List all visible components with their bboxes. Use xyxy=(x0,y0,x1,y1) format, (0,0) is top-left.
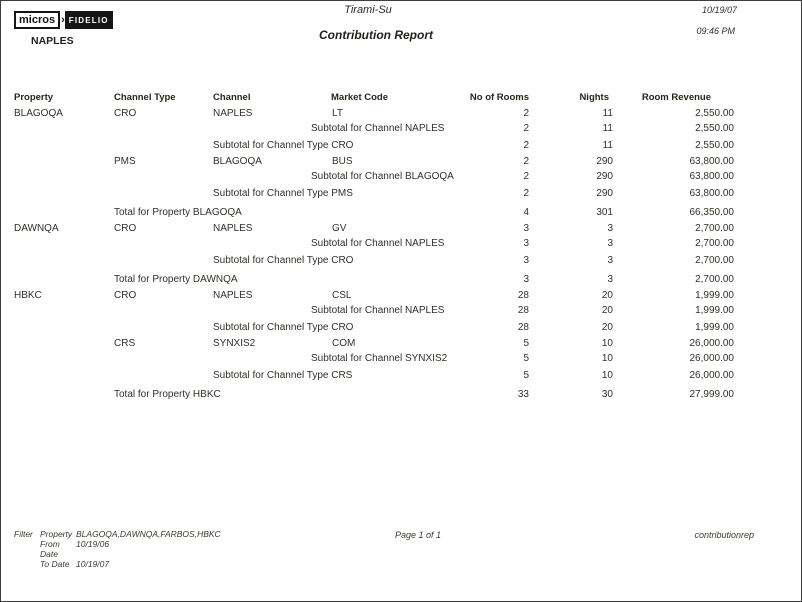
cell-room-revenue: 66,350.00 xyxy=(689,207,734,218)
cell-room-revenue: 26,000.00 xyxy=(689,338,734,349)
filter-block xyxy=(14,529,221,569)
table-row xyxy=(1,320,802,335)
cell-nights: 301 xyxy=(596,207,613,218)
cell-property: DAWNQA xyxy=(14,223,59,234)
column-header: Channel Type xyxy=(114,92,176,103)
column-header: No of Rooms xyxy=(469,92,529,103)
table-column-headers xyxy=(1,91,802,105)
micros-fidelio-logo xyxy=(14,11,113,29)
subtotal-channel-type-label: Subtotal for Channel Type CRO xyxy=(213,140,354,151)
subtotal-channel-type-label: Subtotal for Channel Type PMS xyxy=(213,188,353,199)
filter-label: Filter xyxy=(14,529,33,539)
filter-row-value: 10/19/07 xyxy=(76,559,110,569)
cell-nights: 10 xyxy=(601,370,613,381)
table-row xyxy=(1,169,802,184)
cell-room-revenue: 2,700.00 xyxy=(695,274,734,285)
cell-room-revenue: 63,800.00 xyxy=(689,156,734,167)
table-row xyxy=(1,236,802,251)
column-header: Market Code xyxy=(331,92,389,103)
cell-market-code: LT xyxy=(332,108,343,119)
table-row xyxy=(1,138,802,153)
property-code: NAPLES xyxy=(31,35,74,47)
cell-room-revenue: 1,999.00 xyxy=(695,290,734,301)
subtotal-channel-label: Subtotal for Channel BLAGOQA xyxy=(311,171,454,182)
logo-micros-text: micros xyxy=(14,11,60,29)
cell-no-of-rooms: 2 xyxy=(523,188,529,199)
subtotal-channel-type-label: Subtotal for Channel Type CRO xyxy=(213,255,354,266)
cell-no-of-rooms: 28 xyxy=(517,290,529,301)
cell-channel-type: CRS xyxy=(114,338,136,349)
cell-room-revenue: 2,550.00 xyxy=(695,123,734,134)
cell-nights: 3 xyxy=(607,274,613,285)
cell-no-of-rooms: 2 xyxy=(523,123,529,134)
cell-room-revenue: 2,550.00 xyxy=(695,140,734,151)
filter-row-label: From Date xyxy=(40,539,60,559)
cell-market-code: BUS xyxy=(332,156,353,167)
filter-row-label: Property xyxy=(40,529,73,539)
cell-nights: 290 xyxy=(596,156,613,167)
property-total-label: Total for Property HBKC xyxy=(114,389,221,400)
cell-market-code: GV xyxy=(332,223,347,234)
cell-nights: 10 xyxy=(601,353,613,364)
cell-nights: 3 xyxy=(607,238,613,249)
cell-no-of-rooms: 28 xyxy=(517,322,529,333)
page-number: Page 1 of 1 xyxy=(394,530,442,540)
report-title: Contribution Report xyxy=(319,28,433,42)
hotel-name: Tirami-Su xyxy=(344,4,392,16)
filter-row xyxy=(40,559,221,569)
cell-market-code: COM xyxy=(332,338,356,349)
table-row xyxy=(1,186,802,201)
cell-no-of-rooms: 3 xyxy=(523,238,529,249)
cell-room-revenue: 26,000.00 xyxy=(689,370,734,381)
cell-channel-type: CRO xyxy=(114,108,137,119)
cell-nights: 3 xyxy=(607,223,613,234)
subtotal-channel-label: Subtotal for Channel NAPLES xyxy=(311,305,445,316)
cell-room-revenue: 2,700.00 xyxy=(695,223,734,234)
cell-room-revenue: 2,550.00 xyxy=(695,108,734,119)
cell-no-of-rooms: 5 xyxy=(523,370,529,381)
cell-channel: NAPLES xyxy=(213,223,253,234)
table-row xyxy=(1,351,802,366)
cell-no-of-rooms: 3 xyxy=(523,274,529,285)
report-time: 09:46 PM xyxy=(696,26,735,36)
cell-channel: SYNXIS2 xyxy=(213,338,256,349)
cell-nights: 30 xyxy=(601,389,613,400)
cell-room-revenue: 2,700.00 xyxy=(695,255,734,266)
cell-nights: 290 xyxy=(596,171,613,182)
table-row xyxy=(1,253,802,268)
cell-no-of-rooms: 33 xyxy=(517,389,529,400)
filter-row-label: To Date xyxy=(40,559,70,569)
table-row xyxy=(1,303,802,318)
filter-row xyxy=(40,539,221,559)
filter-row-value: BLAGOQA,DAWNQA,FARBOS,HBKC xyxy=(76,529,221,539)
logo-fidelio-text: FIDELIO xyxy=(65,11,113,29)
subtotal-channel-type-label: Subtotal for Channel Type CRO xyxy=(213,322,354,333)
cell-channel: BLAGOQA xyxy=(213,156,262,167)
table-row xyxy=(1,272,802,287)
cell-channel-type: CRO xyxy=(114,223,137,234)
cell-nights: 11 xyxy=(602,108,613,119)
cell-no-of-rooms: 2 xyxy=(523,171,529,182)
cell-nights: 11 xyxy=(602,140,613,151)
table-row xyxy=(1,106,802,121)
cell-no-of-rooms: 28 xyxy=(517,305,529,316)
table-row xyxy=(1,121,802,136)
cell-no-of-rooms: 2 xyxy=(523,156,529,167)
property-total-label: Total for Property BLAGOQA xyxy=(114,207,242,218)
table-row xyxy=(1,221,802,236)
cell-channel-type: PMS xyxy=(114,156,136,167)
filter-rows xyxy=(40,529,221,569)
table-row xyxy=(1,288,802,303)
subtotal-channel-label: Subtotal for Channel NAPLES xyxy=(311,123,445,134)
cell-no-of-rooms: 4 xyxy=(523,207,529,218)
cell-no-of-rooms: 2 xyxy=(523,140,529,151)
cell-nights: 20 xyxy=(601,322,613,333)
property-total-label: Total for Property DAWNQA xyxy=(114,274,238,285)
cell-channel: NAPLES xyxy=(213,290,253,301)
cell-room-revenue: 1,999.00 xyxy=(695,305,734,316)
table-row xyxy=(1,205,802,220)
cell-no-of-rooms: 2 xyxy=(523,108,529,119)
cell-property: BLAGOQA xyxy=(14,108,63,119)
cell-no-of-rooms: 5 xyxy=(523,353,529,364)
chevron-right-icon: › xyxy=(61,14,65,26)
cell-channel-type: CRO xyxy=(114,290,137,301)
table-row xyxy=(1,368,802,383)
report-date: 10/19/07 xyxy=(701,5,737,15)
subtotal-channel-label: Subtotal for Channel NAPLES xyxy=(311,238,445,249)
report-id: contributionrep xyxy=(694,530,754,540)
cell-nights: 11 xyxy=(602,123,613,134)
cell-property: HBKC xyxy=(14,290,42,301)
cell-no-of-rooms: 3 xyxy=(523,223,529,234)
cell-channel: NAPLES xyxy=(213,108,253,119)
subtotal-channel-type-label: Subtotal for Channel Type CRS xyxy=(213,370,353,381)
cell-nights: 10 xyxy=(601,338,613,349)
column-header: Nights xyxy=(579,92,609,103)
column-header: Room Revenue xyxy=(641,92,711,103)
filter-row xyxy=(40,529,221,539)
cell-nights: 290 xyxy=(596,188,613,199)
cell-room-revenue: 1,999.00 xyxy=(695,322,734,333)
cell-room-revenue: 63,800.00 xyxy=(689,171,734,182)
column-header: Channel xyxy=(213,92,251,103)
cell-room-revenue: 26,000.00 xyxy=(689,353,734,364)
table-body xyxy=(1,105,802,402)
table-row xyxy=(1,154,802,169)
cell-nights: 3 xyxy=(607,255,613,266)
column-header: Property xyxy=(14,92,54,103)
cell-nights: 20 xyxy=(601,305,613,316)
cell-nights: 20 xyxy=(601,290,613,301)
cell-room-revenue: 27,999.00 xyxy=(689,389,734,400)
cell-room-revenue: 63,800.00 xyxy=(689,188,734,199)
cell-no-of-rooms: 5 xyxy=(523,338,529,349)
cell-market-code: CSL xyxy=(332,290,352,301)
table-row xyxy=(1,336,802,351)
table-row xyxy=(1,387,802,402)
cell-room-revenue: 2,700.00 xyxy=(695,238,734,249)
cell-no-of-rooms: 3 xyxy=(523,255,529,266)
subtotal-channel-label: Subtotal for Channel SYNXIS2 xyxy=(311,353,448,364)
filter-row-value: 10/19/06 xyxy=(76,539,110,549)
